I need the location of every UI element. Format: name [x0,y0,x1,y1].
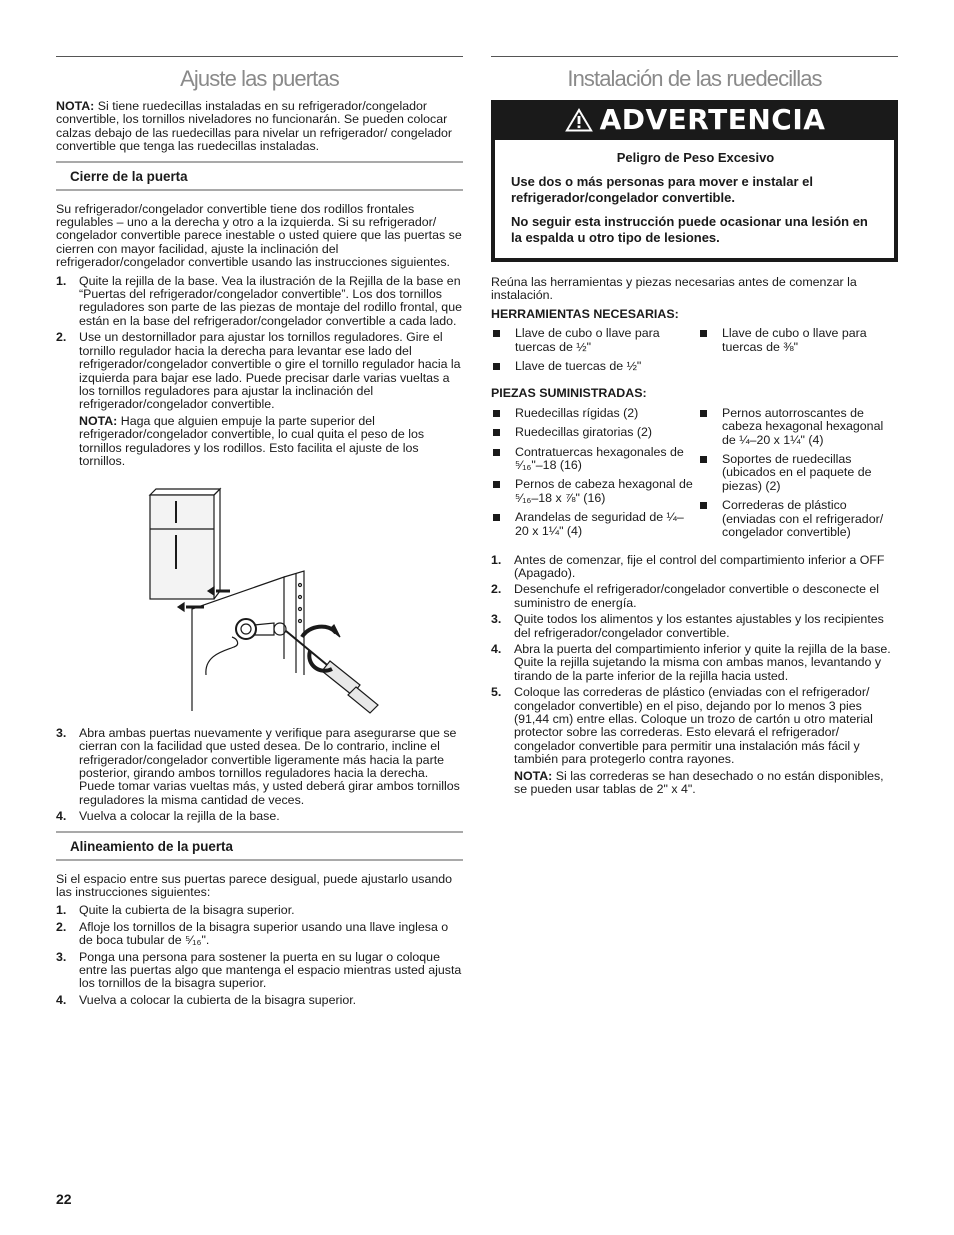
list-item: 3. Abra ambas puertas nuevamente y verifique para asegurarse que se cierran con la facilidad que usted desea. De lo contrario, incline el refrigerador/congelador convertible ligeramente más hacia la parte posterior, girando ambos tornillos reguladores hacia la derecha. Puede tomar varias vueltas más, y usted deberá girar ambos tornillos reguladores la misma cantidad de veces. [56,725,460,807]
list-item: 1. Antes de comenzar, fije el control del compartimiento inferior a OFF (Apagado). [491,552,885,580]
list-item: 2. Use un destornillador para ajustar los tornillos reguladores. Gire el tornillo regulador hacia la derecha para levantar ese lado del refrigerador/congelador convertible o gire el tornillo regulador hacia la izquierda para bajar ese lado. Puede precisar darle varias vueltas a los tornillos reguladores para ajustar la inclinación del refrigerador/congelador convertible. NOTA: Haga que alguien empuje la parte superior del refrigerador/congelador convertible, lo cual quita el peso de los tornillos reguladores y los rodillos. Esto facilita el ajuste de los tornillos. [56,331,463,468]
step-note: NOTA: Haga que alguien empuje la parte superior del refrigerador/congelador convertible, lo cual quita el peso de los tornillos reguladores y los rodillos. Esto facilita el ajuste de los tornillos. [79,413,425,468]
warning-line: Use dos o más personas para mover e instalar el refrigerador/congelador convertible. [511,174,814,205]
warning-box [491,100,898,262]
warning-line: No seguir esta instrucción puede ocasionar una lesión en la espalda u otro tipo de lesiones. [511,214,868,245]
warning-title: Peligro de Peso Excesivo [616,150,775,165]
right-column [491,56,898,799]
alineamiento-intro: Si el espacio entre sus puertas parece desigual, puede ajustarlo usando las instrucciones siguientes: [56,871,453,899]
list-item: 5. Coloque las correderas de plástico (enviadas con el refrigerador/ congelador convertible) en el piso, dejando por lo menos 3 pies (91,44 cm) entre ellas. Coloque un trozo de cartón u otro material protector sobre las correderas. Esto elevará el refrigerador/ congelador convertible para permitir una instalación más fácil y también para protegerlo contra rayones. NOTA: Si las correderas se han desechado o no están disponibles, se pueden usar tablas de 2" x 4". [491,686,898,796]
section-title-ruedecillas: Instalación de las ruedecillas [567,66,822,91]
list-item: Llave de cubo o llave para tuercas de ½" [491,327,696,354]
roller-adjustment-illustration [134,479,434,715]
list-item: Llave de cubo o llave para tuercas de ⅜" [698,327,898,354]
intro-note: NOTA: Si tiene ruedecillas instaladas en su refrigerador/congelador convertible, los tornillos niveladores no funcionarán. Se pueden colocar calzas debajo de las ruedecillas para nivelar un refrigerador/ congelador convertible que tenga las ruedecillas instaladas. [56,99,453,154]
list-item: Arandelas de seguridad de ¼–20 x 1¼" (4) [491,511,696,538]
section-title-ajuste: Ajuste las puertas [180,66,339,91]
parts-list [491,407,898,546]
step-note: NOTA: Si las correderas se han desechado o no están disponibles, se pueden usar tablas de 2" x 4". [514,768,884,796]
subhead-cierre: Cierre de la puerta [56,161,463,191]
subhead-alineamiento: Alineamiento de la puerta [56,831,463,861]
list-item: 4. Abra la puerta del compartimiento inferior y quite la rejilla de la base. Quite la rejilla sujetando la misma con ambas manos, levantando y tirando de la parte inferior de la rejilla hacia usted. [491,641,891,683]
installation-steps [491,554,898,797]
list-item: 3. Ponga una persona para sostener la puerta en su lugar o coloque entre las puertas algo que mantenga el espacio mientras usted ajusta los tornillos de la bisagra superior. [56,949,462,991]
warning-header-text: ADVERTENCIA [599,103,826,137]
list-item: Soportes de ruedecillas (ubicados en el paquete de piezas) (2) [698,453,898,493]
list-item: Pernos autorroscantes de cabeza hexagonal hexagonal de ¼–20 x 1¼" (4) [698,407,898,447]
left-column [56,56,463,1010]
tools-label: HERRAMIENTAS NECESARIAS: [491,306,679,321]
warning-triangle-icon [564,107,594,133]
list-item: Ruedecillas giratorias (2) [491,426,696,439]
list-item: 1. Quite la cubierta de la bisagra superior. [56,903,295,918]
list-item: 4. Vuelva a colocar la rejilla de la base. [56,809,280,824]
tools-list [491,327,898,379]
warning-body [493,138,896,260]
cierre-steps-continued [56,727,463,824]
alineamiento-steps [56,904,463,1007]
list-item: Pernos de cabeza hexagonal de ⁵⁄₁₆–18 x ⅞" (16) [491,478,696,505]
top-rule [491,56,898,57]
list-item: 3. Quite todos los alimentos y los estantes ajustables y los recipientes del refrigerador/congelador convertible. [491,612,884,640]
list-item: 1. Quite la rejilla de la base. Vea la ilustración de la Rejilla de la base en “Puertas del refrigerador/congelador convertible”. Los dos tornillos reguladores son parte de las piezas de montaje del rodillo frontal, que están en la base del refrigerador/congelador convertible a cada lado. [56,273,462,328]
list-item: 2. Afloje los tornillos de la bisagra superior usando una llave inglesa o de boca tubular de ⁵⁄₁₆". [56,919,449,948]
cierre-intro: Su refrigerador/congelador convertible tiene dos rodillos frontales regulables – uno a la derecha y otro a la izquierda. Si su refrigerador/ congelador convertible parece inestable o usted quiere que las puertas se cierren con mayor facilidad, ajuste la inclinación del refrigerador/congelador convertible usando las instrucciones siguientes. [56,201,462,270]
list-item: 4. Vuelva a colocar la cubierta de la bisagra superior. [56,992,357,1007]
cierre-steps [56,275,463,469]
warning-header [493,102,896,138]
list-item: 2. Desenchufe el refrigerador/congelador convertible o desconecte el suministro de energía. [491,582,880,610]
list-item: Llave de tuercas de ½" [491,360,696,373]
top-rule [56,56,463,57]
tools-intro: Reúna las herramientas y piezas necesarias antes de comenzar la instalación. [491,275,857,303]
parts-label: PIEZAS SUMINISTRADAS: [491,386,647,401]
list-item: Ruedecillas rígidas (2) [491,407,696,420]
page-number: 22 [56,1191,72,1207]
list-item: Correderas de plástico (enviadas con el refrigerador/ congelador convertible) [698,499,898,539]
list-item: Contratuercas hexagonales de ⁵⁄₁₆"–18 (16) [491,446,696,473]
